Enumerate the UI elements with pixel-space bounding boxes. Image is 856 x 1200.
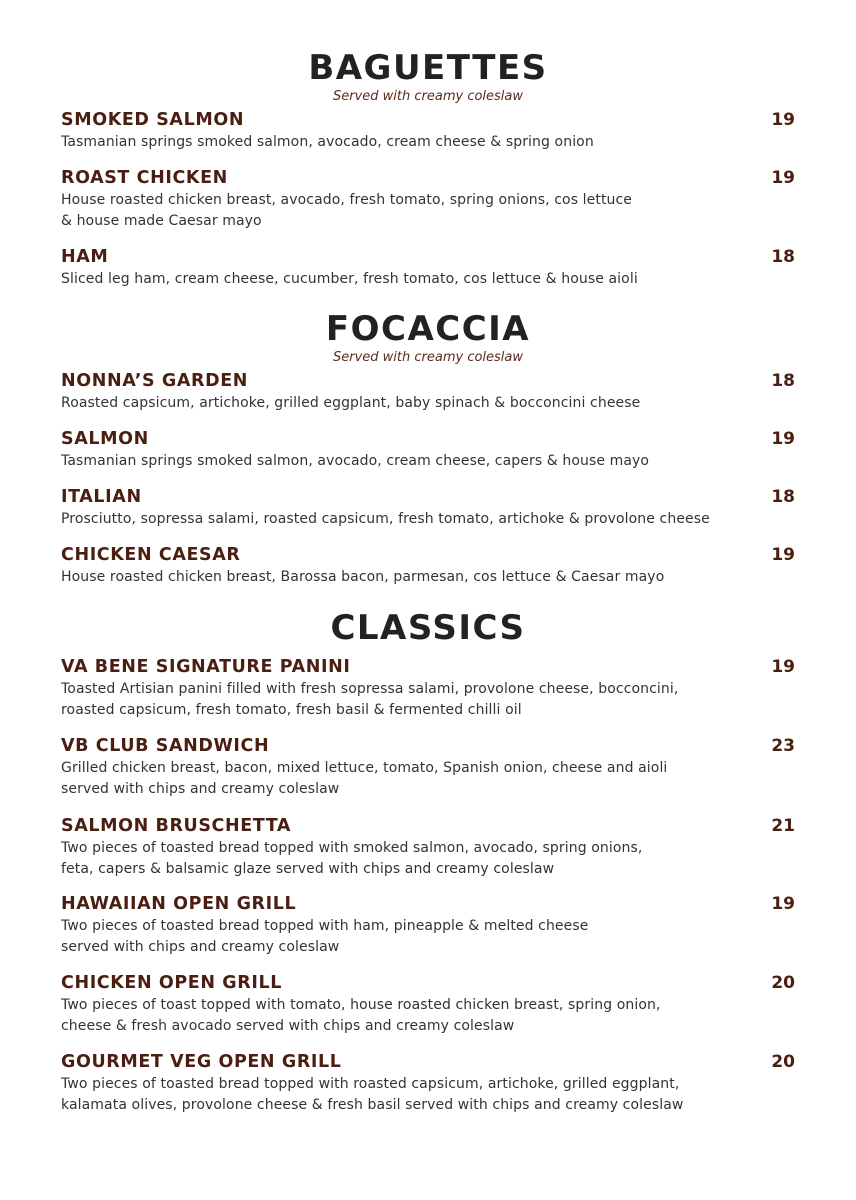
- item-price: 20: [771, 1052, 795, 1072]
- section-subtitle-focaccia: Served with creamy coleslaw: [332, 350, 524, 365]
- item-description: served with chips and creamy coleslaw: [61, 781, 340, 797]
- item-price: 19: [771, 894, 795, 914]
- item-name: VB CLUB SANDWICH: [61, 736, 270, 756]
- menu-item: [61, 734, 797, 800]
- item-name: HAM: [61, 247, 109, 267]
- item-description: House roasted chicken breast, avocado, fresh tomato, spring onions, cos lettuce: [61, 192, 633, 208]
- item-name: VA BENE SIGNATURE PANINI: [61, 657, 351, 677]
- item-name: SALMON BRUSCHETTA: [61, 816, 292, 836]
- menu-item: [61, 543, 797, 588]
- item-price: 19: [771, 168, 795, 188]
- section-title-baguettes: BAGUETTES: [308, 48, 548, 88]
- item-description: Tasmanian springs smoked salmon, avocado, cream cheese, capers & house mayo: [61, 453, 650, 469]
- section-subtitle-baguettes: Served with creamy coleslaw: [332, 89, 524, 104]
- menu-item: [61, 814, 797, 880]
- item-price: 18: [771, 487, 795, 507]
- menu-item: [61, 485, 797, 530]
- item-description: roasted capsicum, fresh tomato, fresh basil & fermented chilli oil: [61, 702, 522, 718]
- menu-item: [61, 892, 797, 958]
- item-name: NONNA’S GARDEN: [61, 371, 249, 391]
- item-description: Grilled chicken breast, bacon, mixed lettuce, tomato, Spanish onion, cheese and aioli: [61, 760, 668, 776]
- item-description: Two pieces of toasted bread topped with smoked salmon, avocado, spring onions,: [61, 840, 643, 856]
- item-price: 18: [771, 247, 795, 267]
- menu-item: [61, 971, 797, 1037]
- item-price: 18: [771, 371, 795, 391]
- item-description: Tasmanian springs smoked salmon, avocado, cream cheese & spring onion: [61, 134, 594, 150]
- item-description: Roasted capsicum, artichoke, grilled eggplant, baby spinach & bocconcini cheese: [61, 395, 641, 411]
- item-price: 19: [771, 545, 795, 565]
- section-title-focaccia: FOCACCIA: [325, 309, 531, 349]
- item-name: ROAST CHICKEN: [61, 168, 228, 188]
- menu-item: [61, 166, 797, 232]
- item-description: cheese & fresh avocado served with chips and creamy coleslaw: [61, 1018, 515, 1034]
- item-description: House roasted chicken breast, Barossa bacon, parmesan, cos lettuce & Caesar mayo: [61, 569, 665, 585]
- menu-item: [61, 655, 797, 721]
- section-title-classics: CLASSICS: [330, 608, 526, 648]
- item-price: 20: [771, 973, 795, 993]
- item-name: SALMON: [61, 429, 149, 449]
- item-description: Toasted Artisian panini filled with fresh sopressa salami, provolone cheese, bocconcini,: [61, 681, 679, 697]
- item-name: HAWAIIAN OPEN GRILL: [61, 894, 297, 914]
- item-price: 19: [771, 657, 795, 677]
- item-price: 23: [771, 736, 795, 756]
- menu-item: [61, 369, 797, 414]
- item-price: 19: [771, 110, 795, 130]
- item-price: 21: [771, 816, 795, 836]
- item-description: Prosciutto, sopressa salami, roasted capsicum, fresh tomato, artichoke & provolone cheese: [61, 511, 710, 527]
- item-description: & house made Caesar mayo: [61, 213, 262, 229]
- item-description: kalamata olives, provolone cheese & fresh basil served with chips and creamy coleslaw: [61, 1097, 684, 1113]
- menu-item: [61, 108, 797, 153]
- item-name: CHICKEN CAESAR: [61, 545, 241, 565]
- item-price: 19: [771, 429, 795, 449]
- menu-item: [61, 1050, 797, 1116]
- item-name: GOURMET VEG OPEN GRILL: [61, 1052, 342, 1072]
- item-description: Two pieces of toasted bread topped with ham, pineapple & melted cheese: [61, 918, 589, 934]
- item-name: SMOKED SALMON: [61, 110, 245, 130]
- menu-item: [61, 245, 797, 290]
- item-description: Two pieces of toast topped with tomato, house roasted chicken breast, spring onion,: [61, 997, 661, 1013]
- item-name: CHICKEN OPEN GRILL: [61, 973, 282, 993]
- item-description: Sliced leg ham, cream cheese, cucumber, fresh tomato, cos lettuce & house aioli: [61, 271, 638, 287]
- item-description: feta, capers & balsamic glaze served with chips and creamy coleslaw: [61, 861, 555, 877]
- item-description: Two pieces of toasted bread topped with roasted capsicum, artichoke, grilled eggplant,: [61, 1076, 680, 1092]
- item-description: served with chips and creamy coleslaw: [61, 939, 340, 955]
- item-name: ITALIAN: [61, 487, 142, 507]
- menu-item: [61, 427, 797, 472]
